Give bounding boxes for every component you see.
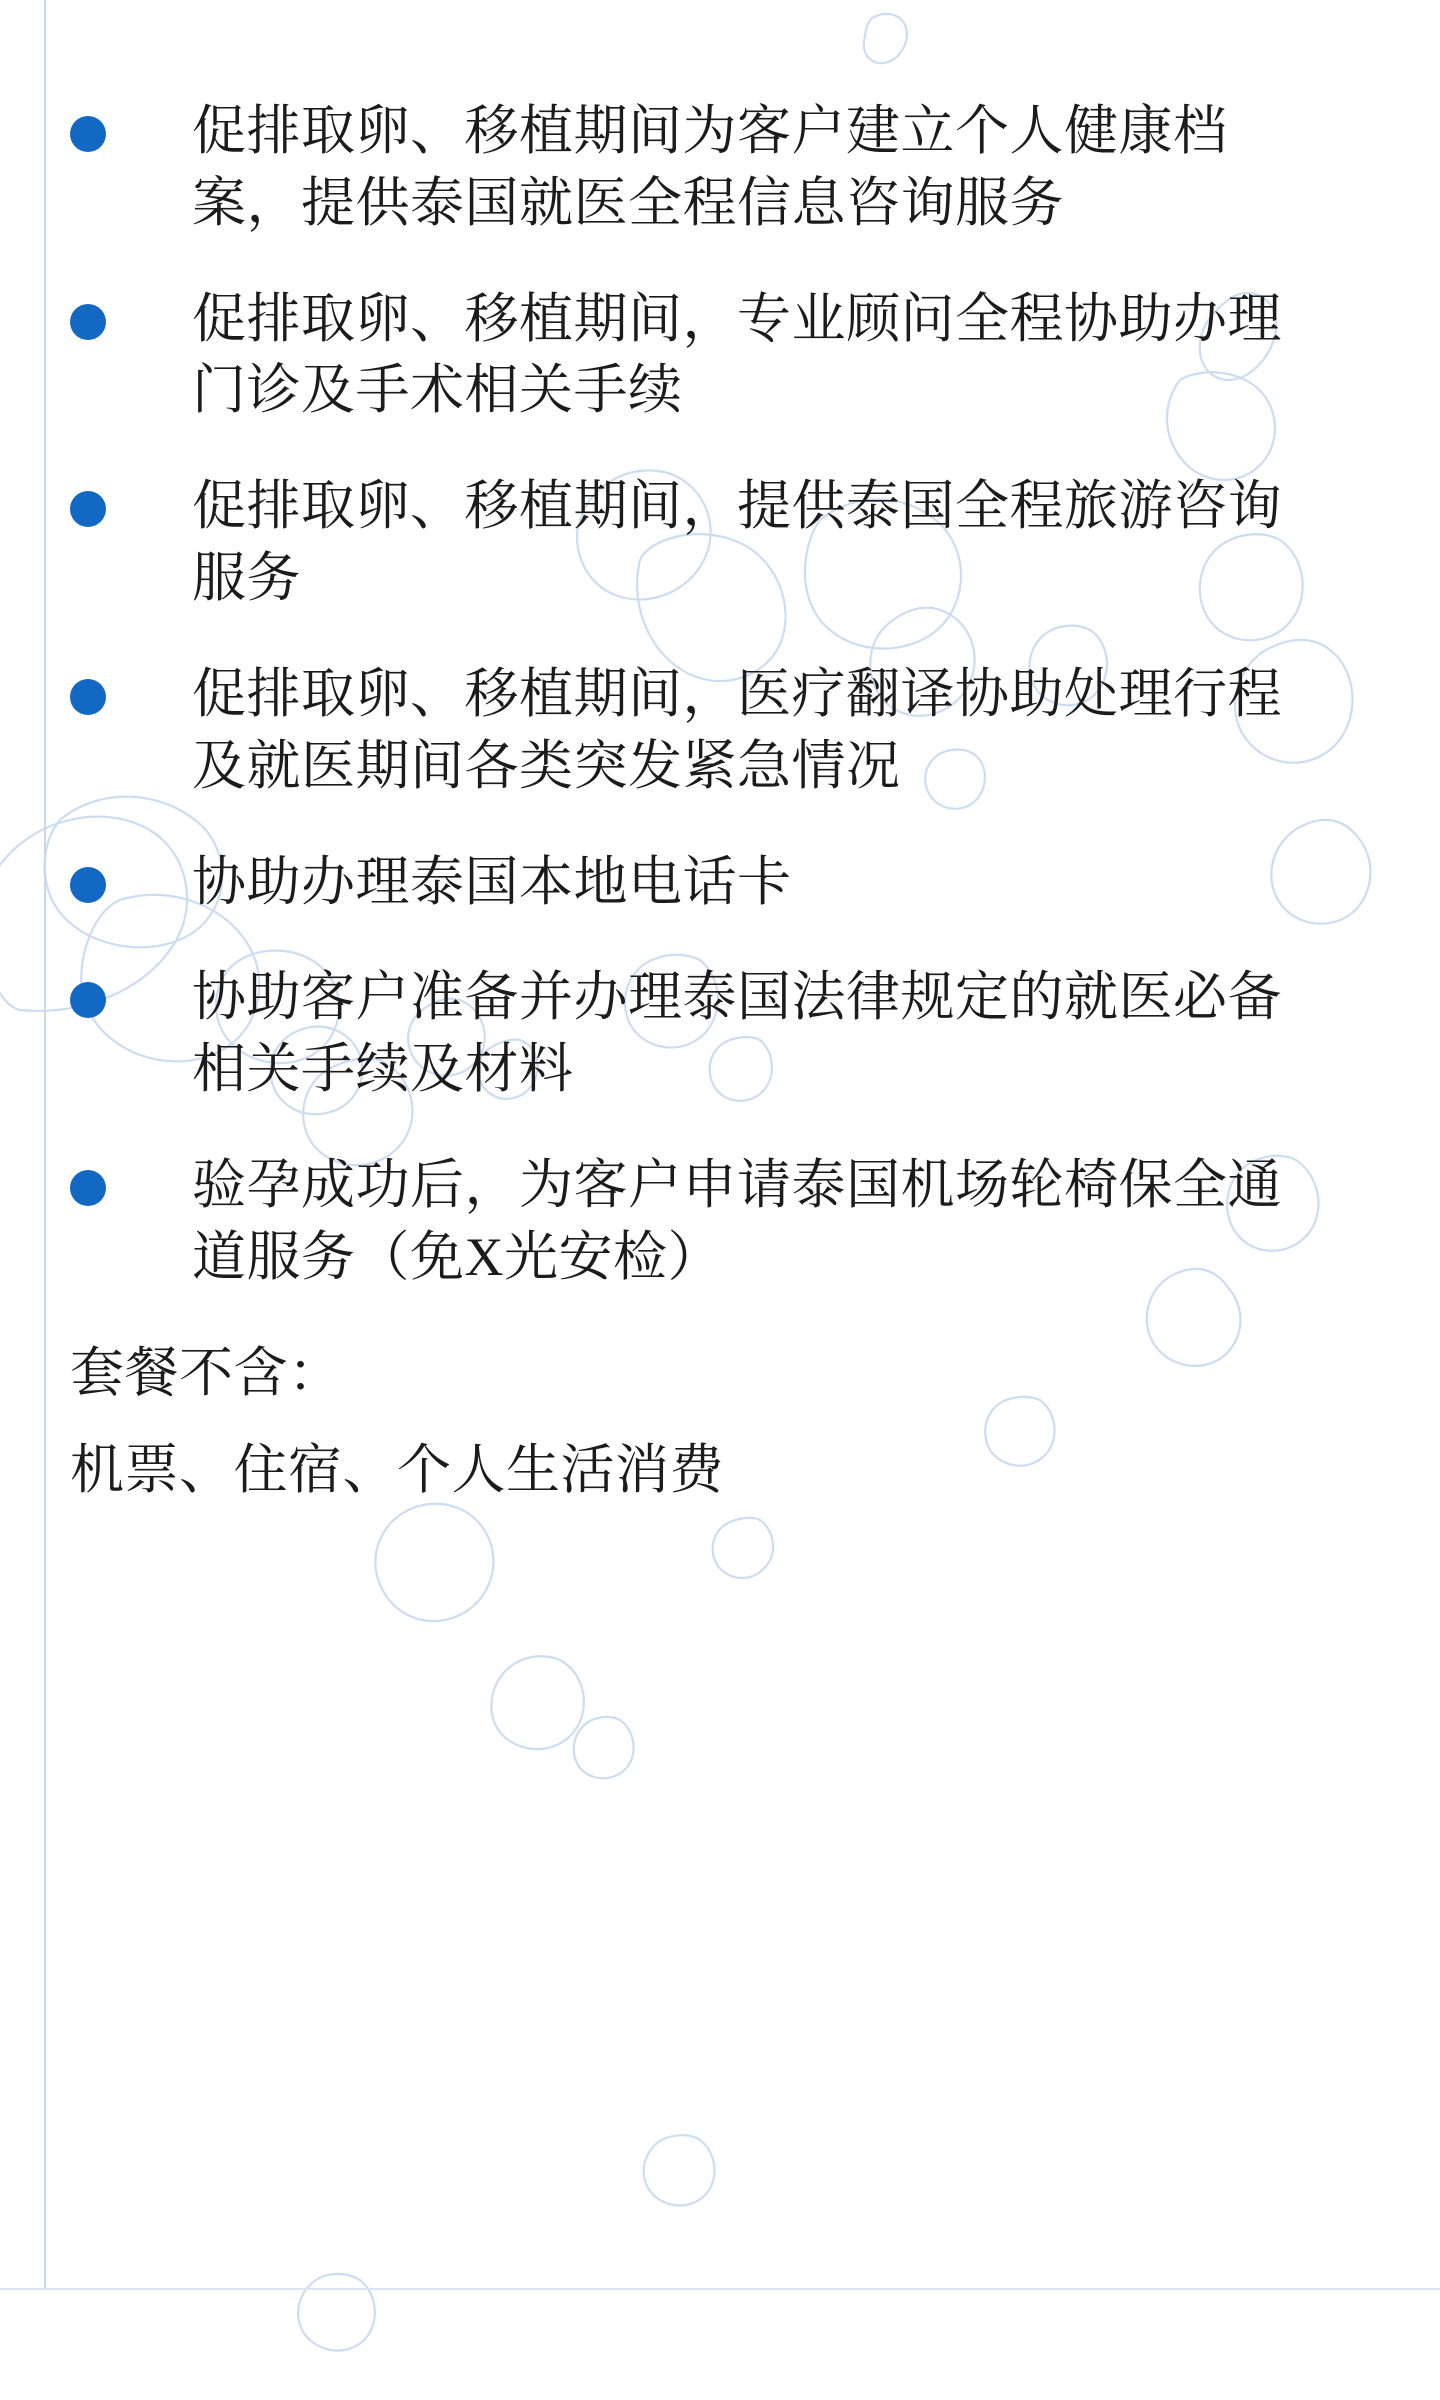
bullet-dot-icon <box>70 491 106 527</box>
exclusions-body: 机票、住宿、个人生活消费 <box>70 1440 724 1501</box>
service-bullet-list <box>70 96 1380 1294</box>
exclusions-heading: 套餐不含： <box>70 1342 343 1403</box>
list-item-label: 促排取卵、移植期间，医疗翻译协助处理行程及就医期间各类突发紧急情况 <box>192 663 1282 796</box>
list-item-label: 协助办理泰国本地电话卡 <box>192 851 792 912</box>
list-item-label: 促排取卵、移植期间为客户建立个人健康档案，提供泰国就医全程信息咨询服务 <box>192 101 1228 233</box>
list-item <box>70 96 1380 240</box>
list-item <box>70 847 1380 919</box>
list-item-label: 验孕成功后，为客户申请泰国机场轮椅保全通道服务（免X光安检） <box>192 1154 1282 1287</box>
list-item-label: 促排取卵、移植期间，提供泰国全程旅游咨询服务 <box>192 476 1282 609</box>
bullet-dot-icon <box>70 116 106 152</box>
list-item <box>70 284 1380 428</box>
list-item <box>70 659 1380 803</box>
bullet-dot-icon <box>70 679 106 715</box>
list-item <box>70 962 1380 1106</box>
list-item <box>70 1150 1380 1294</box>
bullet-dot-icon <box>70 1170 106 1206</box>
bullet-dot-icon <box>70 982 106 1018</box>
list-item <box>70 471 1380 615</box>
bullet-dot-icon <box>70 867 106 903</box>
list-item-label: 协助客户准备并办理泰国法律规定的就医必备相关手续及材料 <box>192 967 1282 1100</box>
bullet-dot-icon <box>70 304 106 340</box>
list-item-label: 促排取卵、移植期间，专业顾问全程协助办理门诊及手术相关手续 <box>192 288 1282 421</box>
